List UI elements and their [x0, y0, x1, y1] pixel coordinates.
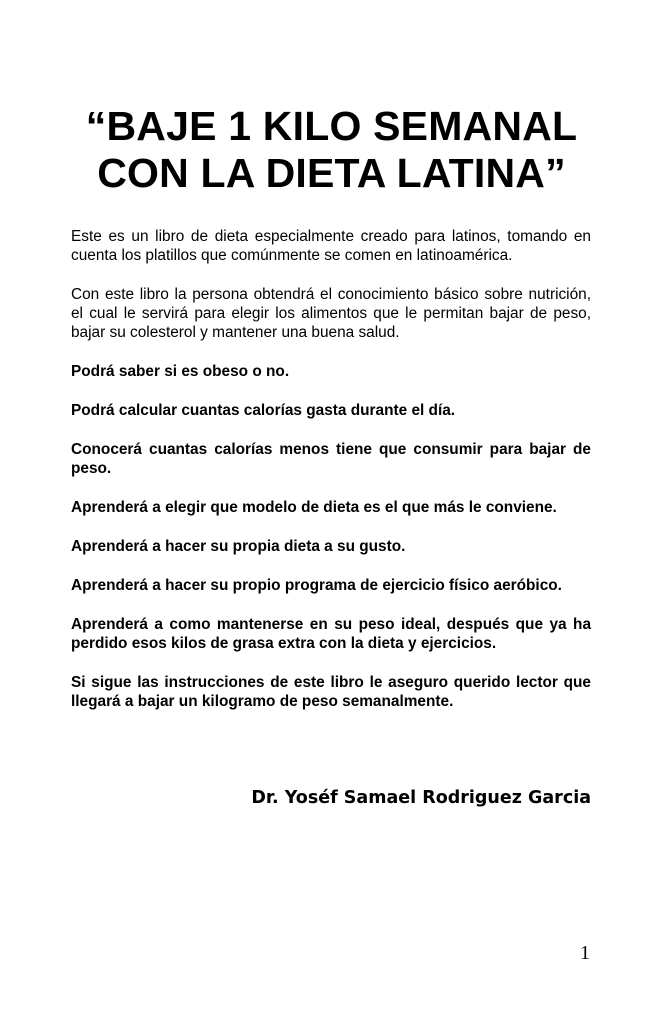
benefit-calories-burned: Podrá calcular cuantas calorías gasta durante el día.	[71, 402, 456, 419]
title-line-1: “BAJE 1 KILO SEMANAL	[85, 103, 578, 149]
page-number: 1	[580, 942, 590, 964]
benefit-obesity: Podrá saber si es obeso o no.	[71, 363, 290, 380]
benefit-maintain-weight: Aprenderá a como mantenerse en su peso ideal, después que ya ha perdido esos kilos de grasa extra con la dieta y ejercicios.	[71, 616, 591, 652]
description-paragraph: Con este libro la persona obtendrá el conocimiento básico sobre nutrición, el cual le servirá para elegir los alimentos que le permitan bajar de peso, bajar su colesterol y mantener una buena salud.	[71, 286, 591, 341]
benefit-exercise-program: Aprenderá a hacer su propio programa de ejercicio físico aeróbico.	[71, 577, 562, 594]
benefit-diet-model: Aprenderá a elegir que modelo de dieta es el que más le conviene.	[71, 499, 557, 516]
body-text	[71, 227, 591, 731]
benefit-calorie-deficit: Conocerá cuantas calorías menos tiene que consumir para bajar de peso.	[71, 441, 591, 477]
benefit-own-diet: Aprenderá a hacer su propia dieta a su gusto.	[71, 538, 406, 555]
author-signature: Dr. Yoséf Samael Rodriguez Garcia	[251, 788, 591, 808]
page-title	[40, 103, 623, 197]
closing-promise: Si sigue las instrucciones de este libro le aseguro querido lector que llegará a bajar un kilogramo de peso semanalmente.	[71, 674, 591, 710]
title-line-2: CON LA DIETA LATINA”	[97, 150, 566, 196]
intro-paragraph: Este es un libro de dieta especialmente creado para latinos, tomando en cuenta los platillos que comúnmente se comen en latinoamérica.	[71, 228, 591, 264]
